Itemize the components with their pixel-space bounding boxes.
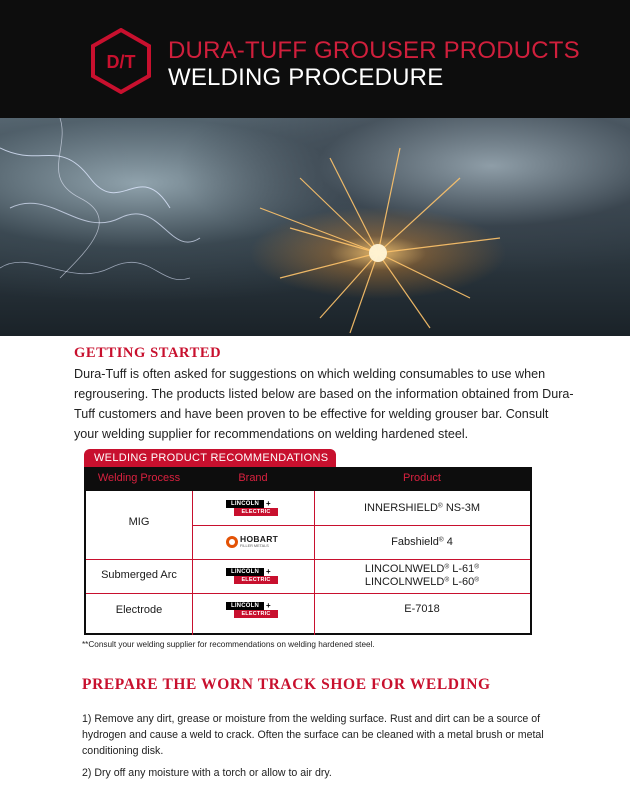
header-subtitle: WELDING PROCEDURE <box>168 64 444 91</box>
lincoln-electric-logo: LINCOLN + ELECTRIC <box>226 602 280 618</box>
hero-welding-photo <box>0 118 630 336</box>
header-welding-process: Welding Process <box>97 472 181 484</box>
lincoln-electric-logo: LINCOLN + ELECTRIC <box>226 500 280 516</box>
logo-text: D/T <box>106 52 136 72</box>
dura-tuff-logo <box>88 28 154 94</box>
row-divider <box>86 593 530 594</box>
prepare-heading: PREPARE THE WORN TRACK SHOE FOR WELDING <box>82 676 491 693</box>
product-lincolnweld: LINCOLNWELD® L-61® LINCOLNWELD® L-60® <box>364 563 480 588</box>
column-divider <box>192 491 193 635</box>
prepare-step-2: 2) Dry off any moisture with a torch or allow to air dry. <box>82 767 332 779</box>
header-product: Product <box>403 472 441 484</box>
sparks-graphic <box>0 118 630 336</box>
header-title: DURA-TUFF GROUSER PRODUCTS <box>168 37 580 64</box>
row-divider <box>86 559 530 560</box>
table-tab-label: WELDING PRODUCT RECOMMENDATIONS <box>84 449 336 468</box>
table-header-row <box>86 469 530 491</box>
getting-started-body: Dura-Tuff is often asked for suggestions on which welding consumables to use when regrousering. The products listed below are based on the information obtained from Dura-Tuff customers and have been proven to be effective for welding grouser bar. Consult your welding supplier for recommendations on welding hardened steel. <box>74 367 574 441</box>
welding-products-table <box>84 467 532 635</box>
getting-started-heading: GETTING STARTED <box>74 345 222 361</box>
process-submerged-arc: Submerged Arc <box>101 569 177 581</box>
lincoln-electric-logo: LINCOLN + ELECTRIC <box>226 568 280 584</box>
product-e7018: E-7018 <box>404 603 440 615</box>
product-innershield: INNERSHIELD® NS-3M <box>363 502 481 514</box>
hobart-logo: HOBART FILLER METALS <box>226 535 280 549</box>
row-divider <box>192 525 530 526</box>
prepare-step-1: 1) Remove any dirt, grease or moisture from the welding surface. Rust and dirt can be a source of hydrogen and cause a weld to crack. Often the surface can be cleaned with a metal brush or metal conditioning disk. <box>82 713 544 757</box>
page-header <box>0 0 630 118</box>
process-mig: MIG <box>128 516 150 528</box>
product-fabshield: Fabshield® 4 <box>391 536 453 548</box>
process-electrode: Electrode <box>115 604 163 616</box>
table-footnote: **Consult your welding supplier for recommendations on welding hardened steel. <box>82 640 375 649</box>
header-brand: Brand <box>238 472 268 484</box>
